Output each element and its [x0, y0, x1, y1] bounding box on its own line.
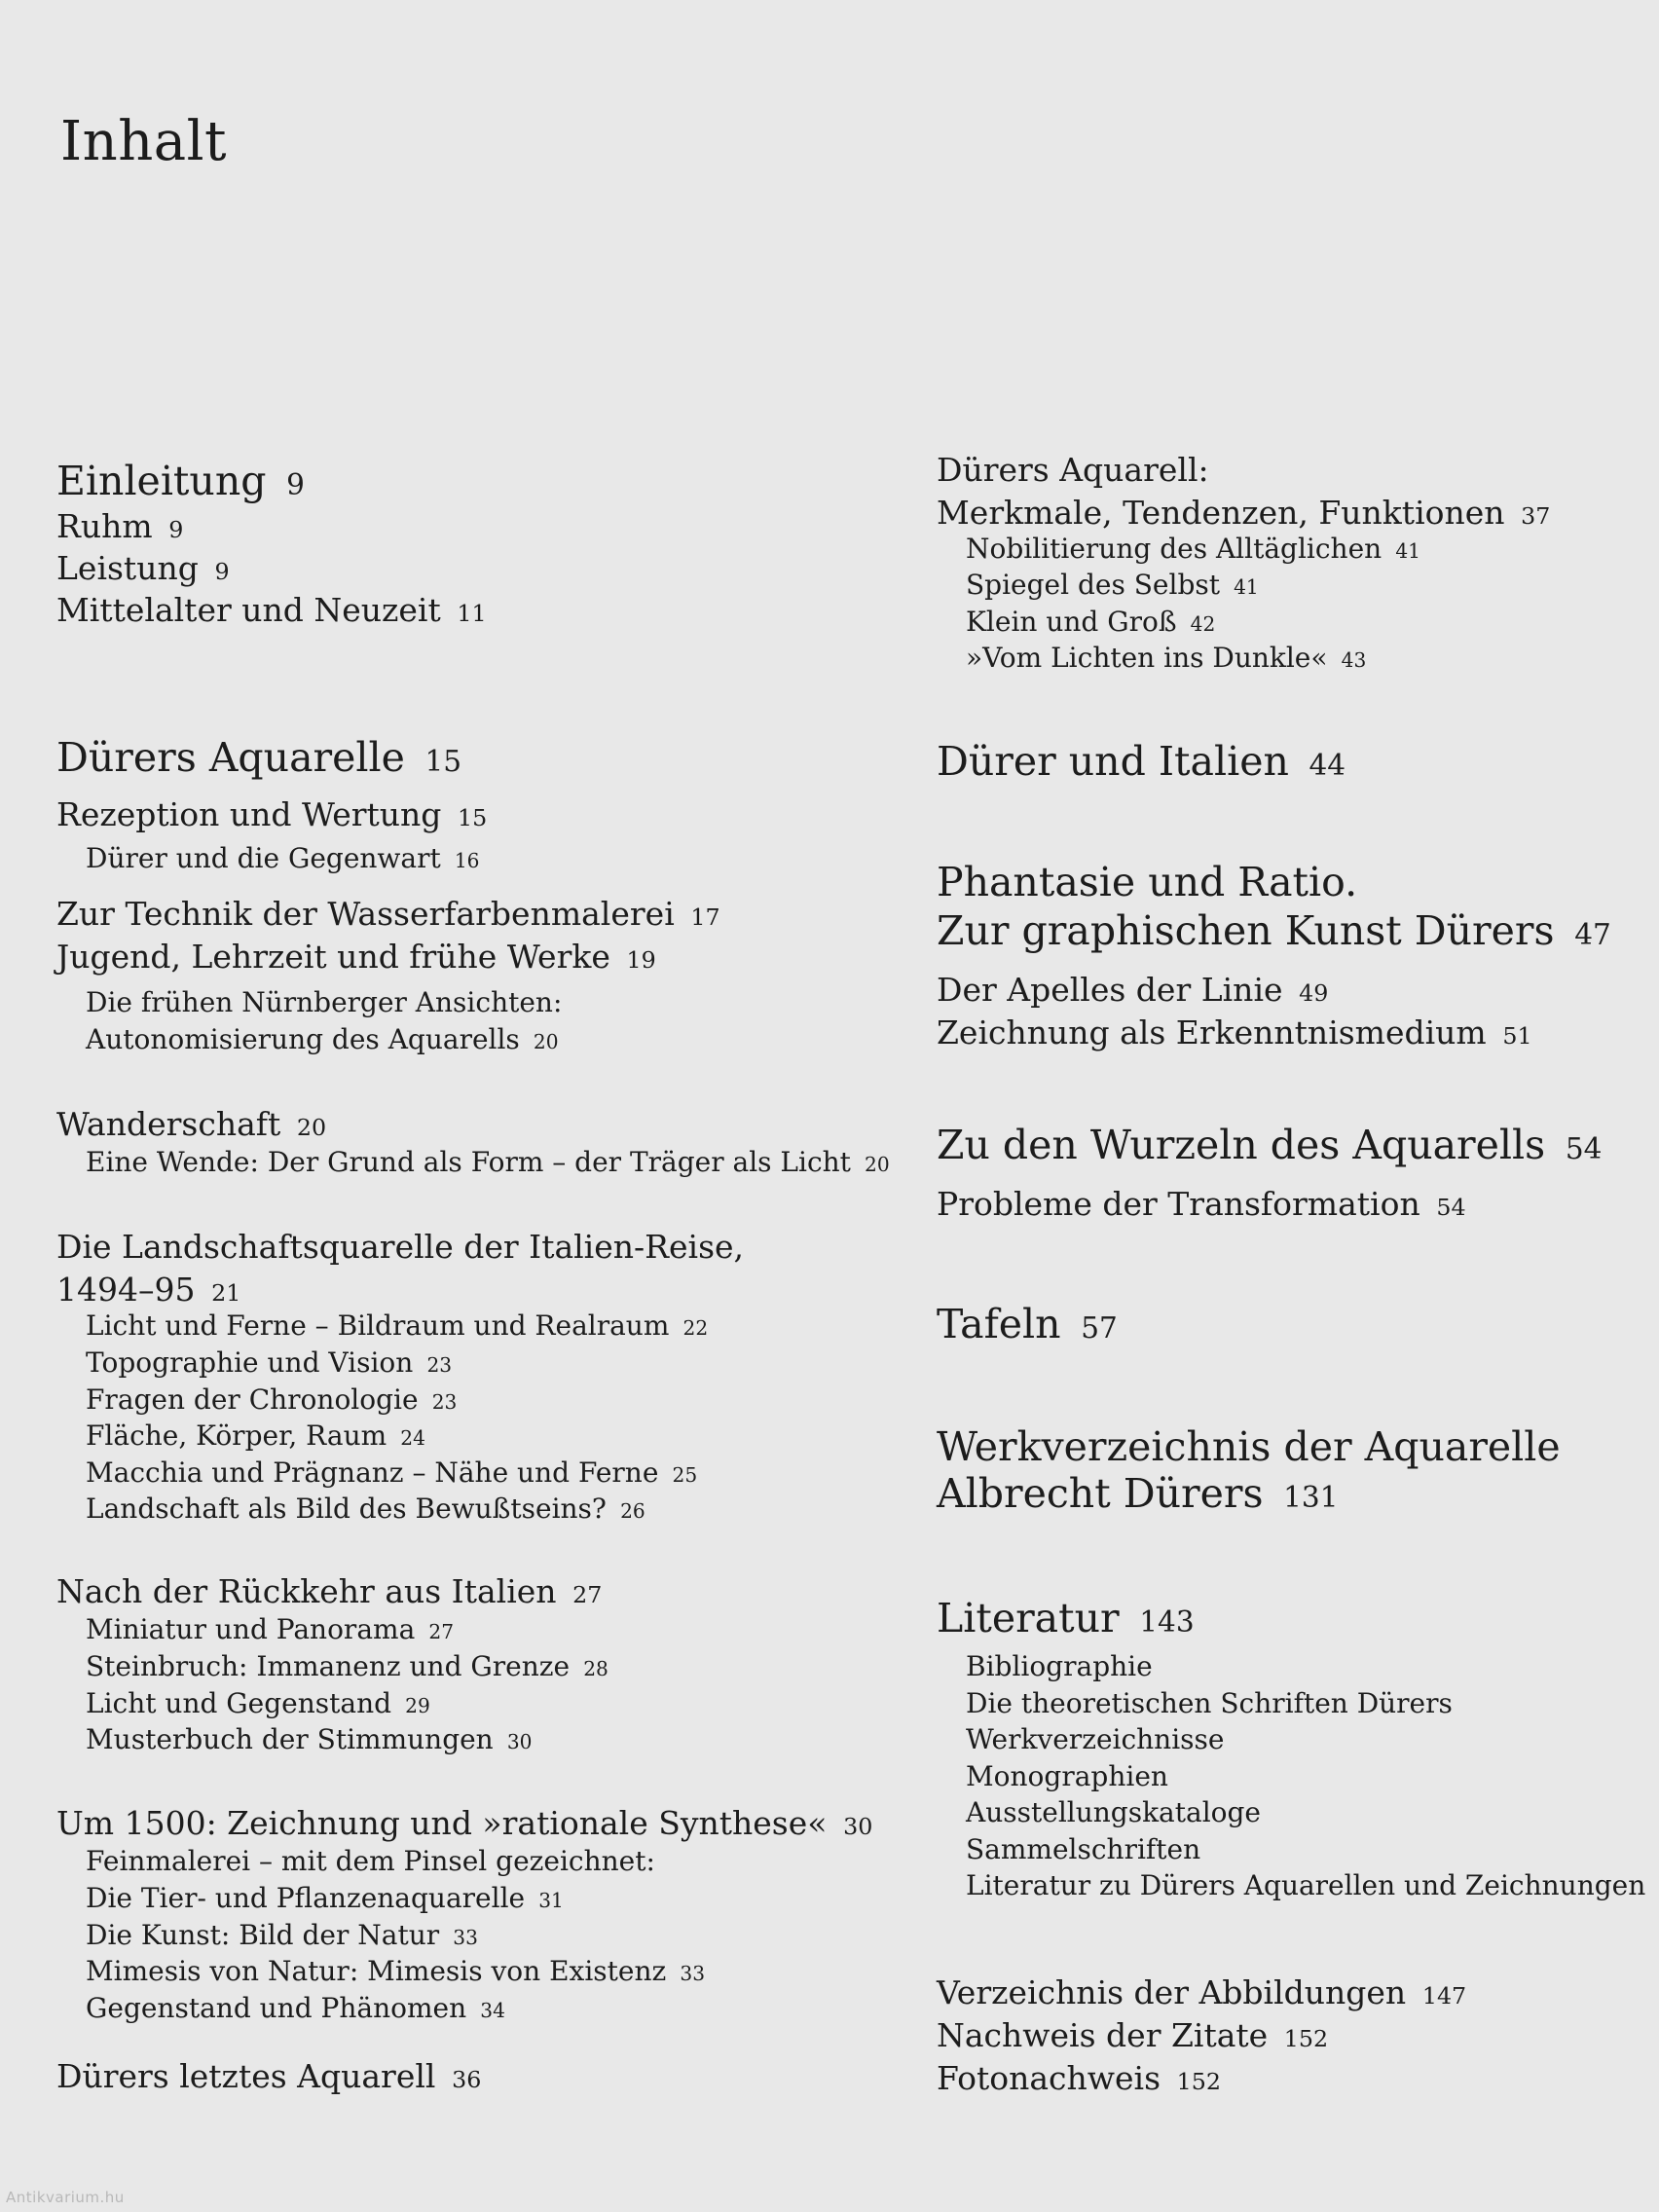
toc-entry-title: Werkverzeichnisse — [966, 1723, 1225, 1755]
toc-entry[interactable] — [56, 895, 720, 933]
toc-entry[interactable] — [56, 1309, 709, 1342]
toc-entry-title: Mittelalter und Neuzeit — [56, 591, 441, 629]
toc-entry[interactable] — [937, 1122, 1603, 1168]
toc-entry[interactable] — [56, 1023, 559, 1055]
toc-entry-title: Verzeichnis der Abbildungen — [937, 1973, 1407, 2011]
toc-entry-page: 24 — [400, 1426, 425, 1450]
toc-entry[interactable] — [937, 1595, 1195, 1641]
toc-entry[interactable] — [937, 1016, 1532, 1049]
toc-entry-title: Feinmalerei – mit dem Pinsel gezeichnet: — [86, 1845, 655, 1877]
toc-entry-title: Nobilitierung des Alltäglichen — [966, 533, 1382, 565]
toc-entry-title: Tafeln — [937, 1301, 1061, 1347]
toc-entry-page: 20 — [296, 1114, 327, 1141]
toc-entry[interactable] — [937, 1869, 1646, 1901]
toc-entry-title: Sammelschriften — [966, 1833, 1201, 1865]
toc-entry-page: 29 — [405, 1694, 430, 1717]
toc-entry-page: 37 — [1521, 502, 1551, 530]
toc-entry-title: Klein und Groß — [966, 606, 1177, 638]
toc-entry-title: Literatur zu Dürers Aquarellen und Zeichnungen — [966, 1869, 1646, 1901]
toc-entry-title: Probleme der Transformation — [937, 1185, 1420, 1223]
toc-entry[interactable] — [56, 1271, 241, 1309]
toc-entry-title: Musterbuch der Stimmungen — [86, 1723, 494, 1755]
toc-entry[interactable] — [56, 938, 656, 976]
toc-entry-title: Dürer und die Gegenwart — [86, 842, 441, 874]
toc-entry-title: Landschaft als Bild des Bewußtseins? — [86, 1493, 607, 1525]
toc-entry-title: Dürers letztes Aquarell — [56, 2057, 436, 2095]
toc-entry-title: Monographien — [966, 1760, 1168, 1792]
toc-entry-page: 19 — [626, 946, 656, 974]
toc-entry-title: Zu den Wurzeln des Aquarells — [937, 1122, 1546, 1168]
toc-entry[interactable] — [937, 1470, 1339, 1517]
toc-entry-page: 44 — [1309, 749, 1346, 782]
toc-entry-page: 33 — [680, 1962, 706, 1985]
toc-entry-title: Dürers Aquarelle — [56, 734, 405, 781]
toc-entry-title: Merkmale, Tendenzen, Funktionen — [937, 494, 1505, 532]
toc-entry[interactable] — [56, 1613, 455, 1645]
toc-entry-page: 27 — [428, 1620, 455, 1643]
toc-entry-page: 41 — [1234, 575, 1259, 599]
toc-entry-title: Dürers Aquarell: — [937, 451, 1209, 489]
toc-entry-title: Spiegel des Selbst — [966, 569, 1220, 601]
toc-entry-page: 54 — [1565, 1132, 1603, 1165]
toc-entry[interactable] — [56, 1383, 458, 1416]
toc-entry-page: 131 — [1283, 1481, 1339, 1514]
toc-entry-title: Fragen der Chronologie — [86, 1383, 419, 1416]
toc-entry[interactable] — [56, 1919, 478, 1951]
toc-entry-page: 23 — [426, 1353, 453, 1377]
toc-entry-title: Steinbruch: Immanenz und Grenze — [86, 1650, 571, 1682]
toc-entry-page: 15 — [424, 745, 462, 778]
toc-entry-page: 30 — [506, 1730, 533, 1753]
toc-entry-page: 43 — [1341, 648, 1367, 672]
toc-entry[interactable] — [56, 1346, 453, 1379]
toc-entry[interactable] — [937, 859, 1358, 905]
toc-entry-page: 22 — [682, 1316, 709, 1340]
toc-entry-page: 147 — [1421, 1982, 1467, 2009]
toc-entry-title: Albrecht Dürers — [937, 1470, 1264, 1517]
toc-entry[interactable] — [56, 1955, 706, 1987]
toc-entry-page: 9 — [168, 516, 184, 543]
toc-entry-page: 33 — [453, 1926, 478, 1949]
toc-entry-title: Die theoretischen Schriften Dürers — [966, 1687, 1453, 1719]
toc-entry-title: Jugend, Lehrzeit und frühe Werke — [56, 938, 610, 976]
toc-entry[interactable] — [56, 507, 184, 545]
toc-entry-page: 36 — [452, 2066, 482, 2093]
toc-entry[interactable] — [937, 642, 1367, 674]
toc-entry[interactable] — [937, 608, 1215, 636]
toc-entry-title: Die Tier- und Pflanzenaquarelle — [86, 1882, 526, 1914]
toc-entry[interactable] — [56, 734, 462, 781]
toc-entry[interactable] — [937, 451, 1209, 489]
page-title: Inhalt — [60, 110, 228, 173]
toc-entry-page: 152 — [1283, 2025, 1329, 2052]
toc-entry-page: 31 — [538, 1889, 564, 1912]
toc-entry[interactable] — [937, 571, 1259, 599]
toc-entry-title: Der Apelles der Linie — [937, 971, 1283, 1009]
toc-entry[interactable] — [937, 2059, 1221, 2097]
toc-entry[interactable] — [937, 2016, 1329, 2054]
toc-entry-title: Die Kunst: Bild der Natur — [86, 1919, 440, 1951]
toc-entry[interactable] — [56, 1419, 425, 1452]
toc-entry-title: Zur Technik der Wasserfarbenmalerei — [56, 895, 675, 933]
toc-entry-page: 47 — [1574, 918, 1611, 951]
toc-entry-page: 20 — [533, 1030, 559, 1053]
toc-entry[interactable] — [56, 1105, 327, 1143]
toc-entry-title: Nach der Rückkehr aus Italien — [56, 1572, 557, 1610]
toc-entry-title: Fläche, Körper, Raum — [86, 1419, 387, 1452]
toc-entry-title: Autonomisierung des Aquarells — [86, 1023, 520, 1055]
toc-entry[interactable] — [937, 1760, 1168, 1792]
toc-entry-page: 49 — [1299, 979, 1329, 1007]
toc-entry-title: »Vom Lichten ins Dunkle« — [966, 642, 1328, 674]
toc-entry-page: 28 — [583, 1657, 608, 1680]
toc-entry[interactable] — [937, 1796, 1261, 1828]
toc-entry-title: Leistung — [56, 549, 199, 587]
toc-entry-page: 9 — [214, 558, 230, 585]
toc-entry-title: Gegenstand und Phänomen — [86, 1992, 467, 2024]
toc-entry[interactable] — [937, 1723, 1225, 1755]
toc-entry-page: 11 — [457, 600, 487, 627]
toc-entry-title: Eine Wende: Der Grund als Form – der Träger als Licht — [86, 1146, 851, 1178]
toc-entry-title: Licht und Ferne – Bildraum und Realraum — [86, 1309, 670, 1342]
toc-entry-page: 9 — [286, 468, 305, 501]
toc-entry-title: Um 1500: Zeichnung und »rationale Synthese« — [56, 1804, 828, 1842]
toc-entry-page: 25 — [672, 1463, 698, 1487]
toc-entry-title: Einleitung — [56, 458, 267, 504]
toc-entry[interactable] — [937, 1973, 1467, 2011]
toc-entry[interactable] — [56, 1650, 608, 1682]
toc-entry[interactable] — [56, 1456, 698, 1489]
toc-entry[interactable] — [56, 591, 487, 629]
toc-entry-title: Zur graphischen Kunst Dürers — [937, 907, 1555, 954]
toc-entry[interactable] — [937, 1650, 1153, 1682]
toc-entry[interactable] — [56, 2057, 482, 2095]
watermark: Antikvarium.hu — [6, 2189, 125, 2206]
toc-entry[interactable] — [56, 549, 230, 587]
toc-entry-title: Bibliographie — [966, 1650, 1153, 1682]
toc-entry-title: Die Landschaftsquarelle der Italien-Reise, — [56, 1228, 745, 1266]
toc-entry[interactable] — [937, 738, 1346, 785]
toc-entry-page: 20 — [865, 1153, 890, 1176]
toc-entry[interactable] — [56, 458, 305, 504]
toc-entry-page: 21 — [211, 1279, 241, 1307]
toc-entry[interactable] — [937, 1833, 1201, 1865]
toc-entry[interactable] — [56, 1687, 430, 1719]
toc-entry[interactable] — [56, 1845, 655, 1877]
toc-entry[interactable] — [56, 842, 480, 874]
toc-entry[interactable] — [937, 1687, 1453, 1719]
toc-entry-title: Werkverzeichnis der Aquarelle — [937, 1423, 1561, 1470]
toc-entry-title: Literatur — [937, 1595, 1120, 1641]
toc-entry-title: Rezeption und Wertung — [56, 795, 442, 833]
toc-entry-title: Licht und Gegenstand — [86, 1687, 392, 1719]
toc-entry-page: 23 — [431, 1390, 458, 1414]
toc-entry-page: 15 — [458, 804, 488, 831]
toc-entry-title: Ausstellungskataloge — [966, 1796, 1261, 1828]
toc-entry[interactable] — [937, 1185, 1466, 1223]
toc-entry-page: 42 — [1190, 612, 1216, 636]
toc-entry-title: Macchia und Prägnanz – Nähe und Ferne — [86, 1456, 659, 1489]
toc-entry-title: Dürer und Italien — [937, 738, 1289, 785]
toc-entry[interactable] — [56, 1228, 745, 1266]
toc-entry[interactable] — [56, 1723, 533, 1755]
toc-entry[interactable] — [937, 1423, 1561, 1470]
toc-entry-page: 57 — [1081, 1311, 1118, 1345]
toc-entry-page: 54 — [1436, 1194, 1466, 1221]
toc-entry-title: Wanderschaft — [56, 1105, 281, 1143]
toc-entry-page: 17 — [690, 903, 720, 931]
toc-entry[interactable] — [937, 907, 1611, 954]
toc-entry[interactable] — [937, 971, 1329, 1009]
toc-entry[interactable] — [937, 1301, 1118, 1347]
toc-entry[interactable] — [56, 1146, 890, 1178]
toc-entry[interactable] — [937, 535, 1420, 563]
toc-entry[interactable] — [56, 1804, 873, 1842]
toc-entry-title: Phantasie und Ratio. — [937, 859, 1358, 905]
toc-entry[interactable] — [56, 795, 488, 833]
toc-entry[interactable] — [56, 1882, 564, 1914]
toc-entry[interactable] — [56, 986, 563, 1018]
toc-entry[interactable] — [56, 1572, 603, 1610]
toc-entry-page: 152 — [1176, 2068, 1221, 2095]
toc-entry-title: Die frühen Nürnberger Ansichten: — [86, 986, 563, 1018]
toc-entry-page: 26 — [620, 1499, 645, 1523]
toc-entry-page: 27 — [572, 1581, 603, 1608]
toc-entry-title: Nachweis der Zitate — [937, 2016, 1269, 2054]
toc-entry-page: 51 — [1502, 1022, 1532, 1050]
toc-entry-page: 143 — [1139, 1605, 1195, 1639]
toc-entry-title: Miniatur und Panorama — [86, 1613, 416, 1645]
toc-entry-title: Mimesis von Natur: Mimesis von Existenz — [86, 1955, 667, 1987]
toc-entry[interactable] — [56, 1992, 505, 2024]
toc-entry-page: 34 — [480, 1999, 505, 2022]
toc-entry[interactable] — [937, 494, 1551, 532]
toc-entry[interactable] — [56, 1495, 645, 1523]
toc-entry-title: 1494–95 — [56, 1271, 196, 1309]
toc-entry-page: 41 — [1395, 539, 1420, 563]
toc-entry-title: Topographie und Vision — [86, 1346, 414, 1379]
toc-entry-title: Ruhm — [56, 507, 153, 545]
toc-entry-title: Fotonachweis — [937, 2059, 1161, 2097]
toc-entry-page: 16 — [454, 849, 480, 872]
toc-entry-title: Zeichnung als Erkenntnismedium — [937, 1014, 1487, 1051]
toc-entry-page: 30 — [843, 1813, 873, 1840]
